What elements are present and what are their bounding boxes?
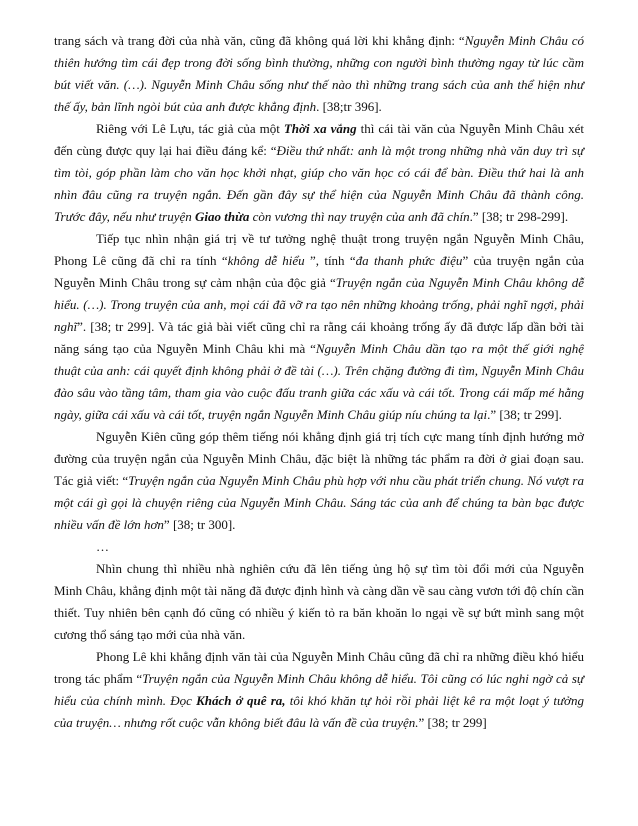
text-run: Nhìn chung thì nhiều nhà nghiên cứu đã lên tiếng ủng hộ sự tìm tòi đổi mới của Nguyễn Minh Châu, khẳng định một tài năng đã được định hình và càng dần về sau càng vươn tới độ chín cần thiết. Tuy nhiên bên cạnh đó cũng có nhiều ý kiến tỏ ra băn khoăn lo ngại về sự bứt mình sang một cương thổ sáng tạo mới của nhà văn. xyxy=(54,561,584,642)
book-title: Thời xa vắng xyxy=(283,121,357,136)
citation-run: . [38;tr 396]. xyxy=(316,99,382,114)
quote-run: tôi khó khăn tự hỏi rồi phải liệt kê ra một loạt ý tưởng của truyện… nhưng rốt cuộc vẫn không biết đâu là vấn đề của truyện. xyxy=(54,693,584,730)
text-run: Nguyễn Kiên cũng góp thêm tiếng nói khẳng định giá trị tích cực mang tính định hướng mở đường của truyện ngắn của Nguyễn Minh Châu, đặc biệt là những tác phẩm ra đời ở giai đoạn sau. Tác giả viết: “ xyxy=(54,429,584,488)
text-run: Riêng với Lê Lựu, tác giả của một xyxy=(96,121,284,136)
paragraph-1 xyxy=(54,30,584,118)
text-run: ”. [38; tr 299]. Và tác giả bài viết cũng chỉ ra rằng cái khoảng trống ấy đã được lấp dần bởi tài năng sáng tạo của Nguyễn Minh Châu khi mà “ xyxy=(54,319,584,356)
paragraph-4 xyxy=(54,426,584,536)
text-run: trang sách và trang đời của nhà văn, cũng đã không quá lời khi khẳng định: “ xyxy=(54,33,465,48)
text-run: Tiếp tục nhìn nhận giá trị về tư tưởng nghệ thuật trong truyện ngắn Nguyễn Minh Châu, Phong Lê cũng đã chỉ ra tính “ xyxy=(54,231,584,268)
citation-run: ” [38; tr 299] xyxy=(418,715,487,730)
ellipsis-text: … xyxy=(96,539,109,554)
quote-run: Truyện ngắn của Nguyễn Minh Châu phù hợp với nhu cầu phát triển chung. Nó vượt ra một cái gì gọi là chuyện riêng của Nguyễn Minh Châu. Sáng tác của anh để chúng ta bàn bạc được nhiều vấn đề lớn hơn xyxy=(54,473,584,532)
citation-run: ” [38; tr 300]. xyxy=(163,517,236,532)
quote-run: còn vương thì nay truyện của anh đã chín xyxy=(249,209,470,224)
text-run: thì cái tài văn của Nguyễn Minh Châu xét đến cùng được quy lại hai điều đáng kể: “ xyxy=(54,121,584,158)
text-run: ”, tính “ xyxy=(304,253,356,268)
quote-run: Truyện ngắn của Nguyễn Minh Châu không dễ hiểu. Tôi cũng có lúc nghi ngờ cả sự hiểu của chính mình. Đọc xyxy=(54,671,585,708)
ellipsis-line xyxy=(54,536,584,558)
quote-run: Điều thứ nhất: anh là một trong những nhà văn duy trì sự tìm tòi, góp phần làm cho văn học khởi nhạt, giúp cho văn học có cái để bàn. Điều thứ hai là anh nhìn đâu cũng ra truyện ngắn. Đến gần đây sự thể hiện của Nguyễn Minh Châu đã thành công. Trước đây, nếu như truyện xyxy=(54,143,584,224)
quote-run: Truyện ngắn của Nguyễn Minh Châu không dễ hiểu. (…). Trong truyện của anh, mọi cái đã vỡ ra tạo nên những khoảng trống, phải nghĩ ngợi, phải nghĩ xyxy=(54,275,584,334)
paragraph-3 xyxy=(54,228,584,426)
quote-run: đa thanh phức điệu xyxy=(355,253,463,268)
quote-run: Nguyễn Minh Châu có thiên hướng tìm cái đẹp trong đời sống bình thường, những con người bình thường ngay từ lúc cầm bút viết văn. (…). Nguyễn Minh Châu sống như thế nào thì những trang sách của anh thể hiện như thế ấy, bản lĩnh ngòi bút của anh được khẳng định xyxy=(54,33,584,114)
citation-run: .” [38; tr 299]. xyxy=(487,407,562,422)
document-page xyxy=(54,30,584,734)
quote-run: không dễ hiểu xyxy=(227,253,305,268)
book-title: Khách ở quê ra, xyxy=(196,693,286,708)
text-run: Phong Lê khi khẳng định văn tài của Nguyễn Minh Châu cũng đã chỉ ra những điều khó hiểu trong tác phẩm “ xyxy=(54,649,584,686)
paragraph-6 xyxy=(54,558,584,646)
text-run: ” của truyện ngắn của Nguyễn Minh Châu trong sự cảm nhận của độc giả “ xyxy=(54,253,585,290)
citation-run: .” [38; tr 298-299]. xyxy=(469,209,569,224)
paragraph-2 xyxy=(54,118,584,228)
book-title: Giao thừa xyxy=(195,209,250,224)
paragraph-7 xyxy=(54,646,584,734)
quote-run: Nguyễn Minh Châu dần tạo ra một thế giới nghệ thuật của anh: cái quyết định không phải ở đề tài (…). Trên chặng đường đi tìm, Nguyễn Minh Châu đào sâu vào tầng tâm, tham gia vào cuộc đấu tranh giữa các xấu và cái tốt. Trong cái mấp mé hằng ngày, giữa cái xấu và cái tốt, truyện ngắn Nguyễn Minh Châu giúp níu chúng ta lại xyxy=(54,341,584,422)
